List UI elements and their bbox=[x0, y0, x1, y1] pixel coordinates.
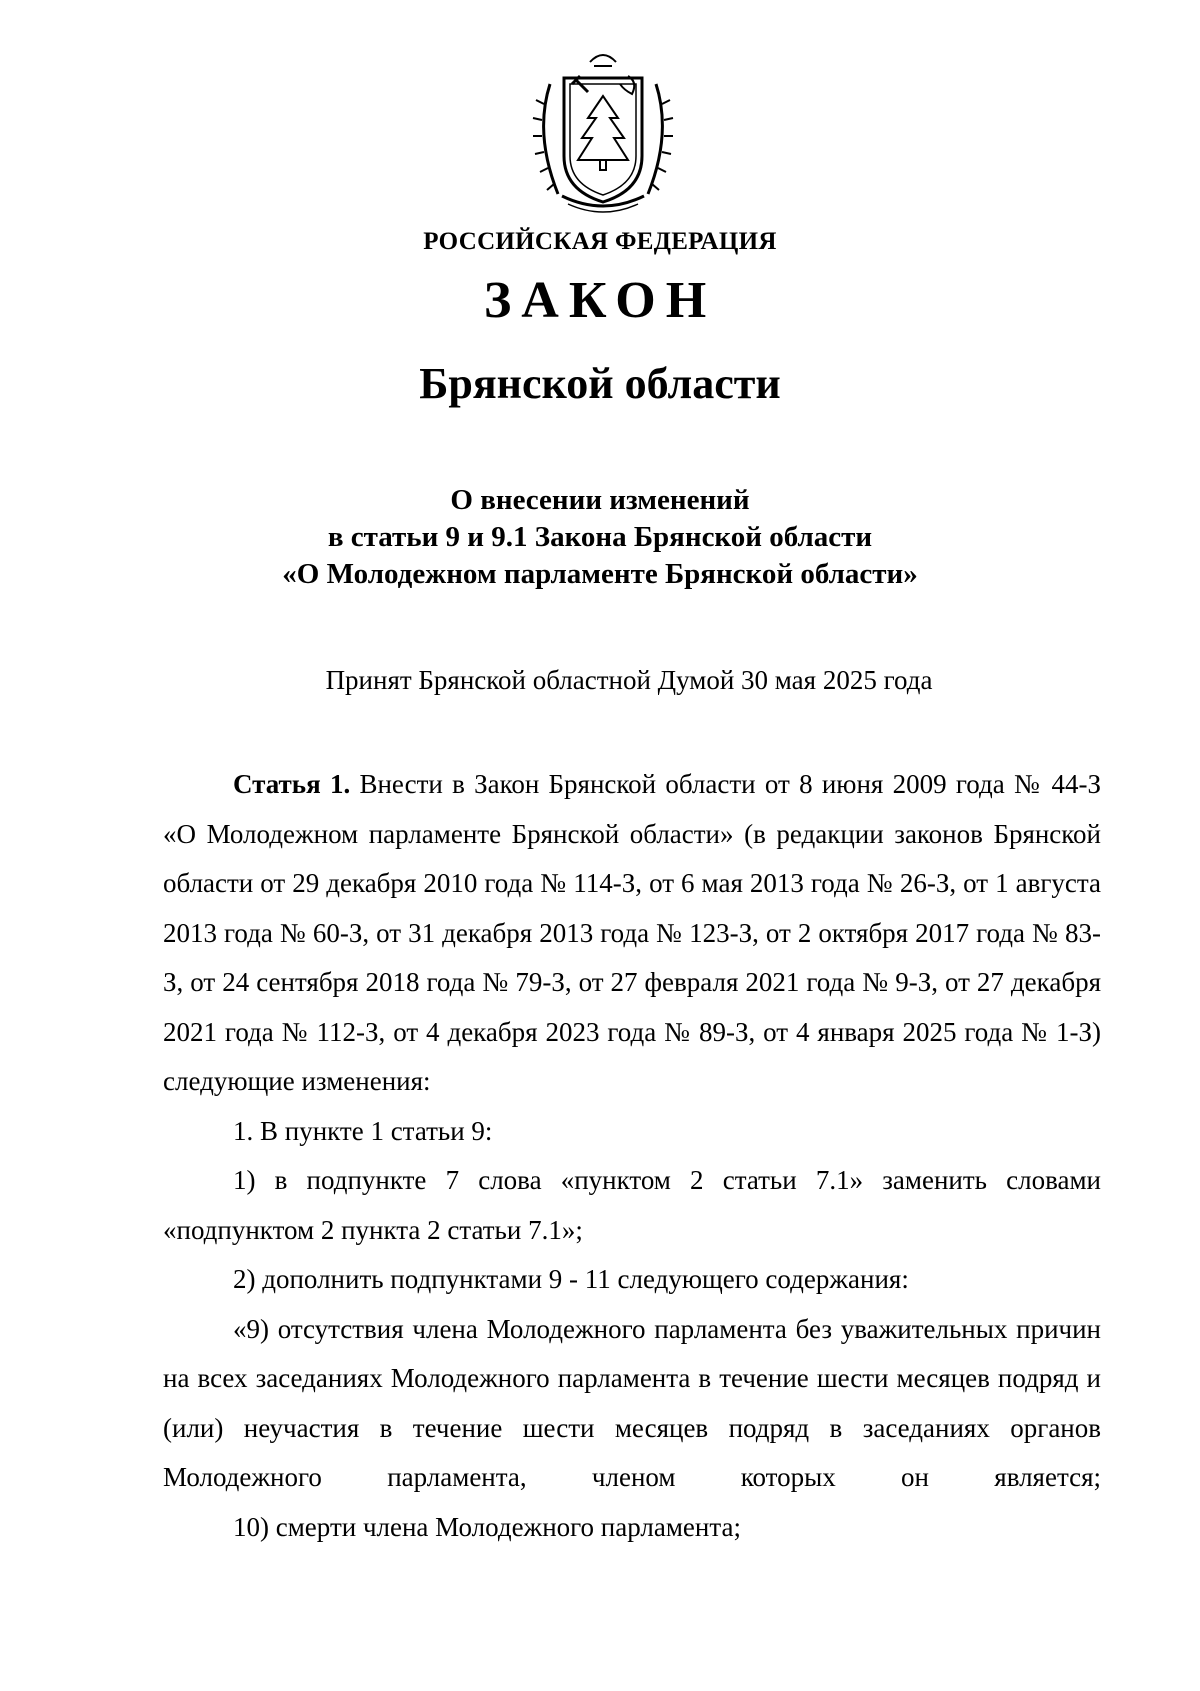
law-title-line: О внесении изменений bbox=[450, 484, 750, 516]
list-item: «9) отсутствия члена Молодежного парламента без уважительных причин на всех заседаниях Молодежного парламента в течение шести месяцев подряд и (или) неучастия в течение шести месяцев подряд в заседаниях органов Молодежного парламента, членом которых он является; bbox=[163, 1313, 1101, 1492]
bryansk-coat-of-arms-icon bbox=[528, 44, 678, 216]
article-1-paragraph bbox=[163, 760, 1101, 1107]
list-item: 1) в подпункте 7 слова «пунктом 2 статьи 7.1» заменить словами «подпунктом 2 пункта 2 статьи 7.1»; bbox=[163, 1165, 1101, 1245]
adoption-line: Принят Брянской областной Думой 30 мая 2025 года bbox=[325, 665, 933, 695]
law-title-line: «О Молодежном парламенте Брянской области» bbox=[282, 558, 918, 590]
country-heading: РОССИЙСКАЯ ФЕДЕРАЦИЯ bbox=[423, 228, 777, 255]
region-heading: Брянской области bbox=[419, 359, 781, 408]
list-item: 10) смерти члена Молодежного парламента; bbox=[233, 1511, 741, 1542]
law-body bbox=[163, 760, 1101, 1552]
list-item: 2) дополнить подпунктами 9 - 11 следующего содержания: bbox=[233, 1264, 909, 1294]
document-type-heading: ЗАКОН bbox=[483, 272, 717, 329]
article-text: Внести в Закон Брянской области от 8 июня 2009 года № 44-З «О Молодежном парламенте Брянской области» (в редакции законов Брянской области от 29 декабря 2010 года № 114-З, от 6 мая 2013 года № 26-З, от 1 августа 2013 года № 60-З, от 31 декабря 2013 года № 123-З, от 2 октября 2017 года № 83-З, от 24 сентября 2018 года № 79-З, от 27 февраля 2021 года № 9-З, от 27 декабря 2021 года № 112-З, от 4 декабря 2023 года № 89-З, от 4 января 2025 года № 1-З) следующие изменения: bbox=[163, 769, 1102, 1096]
law-title-line: в статьи 9 и 9.1 Закона Брянской области bbox=[327, 521, 873, 553]
law-title bbox=[0, 482, 1200, 593]
list-item: 1. В пункте 1 статьи 9: bbox=[233, 1115, 493, 1146]
article-label: Статья 1. bbox=[233, 769, 351, 799]
